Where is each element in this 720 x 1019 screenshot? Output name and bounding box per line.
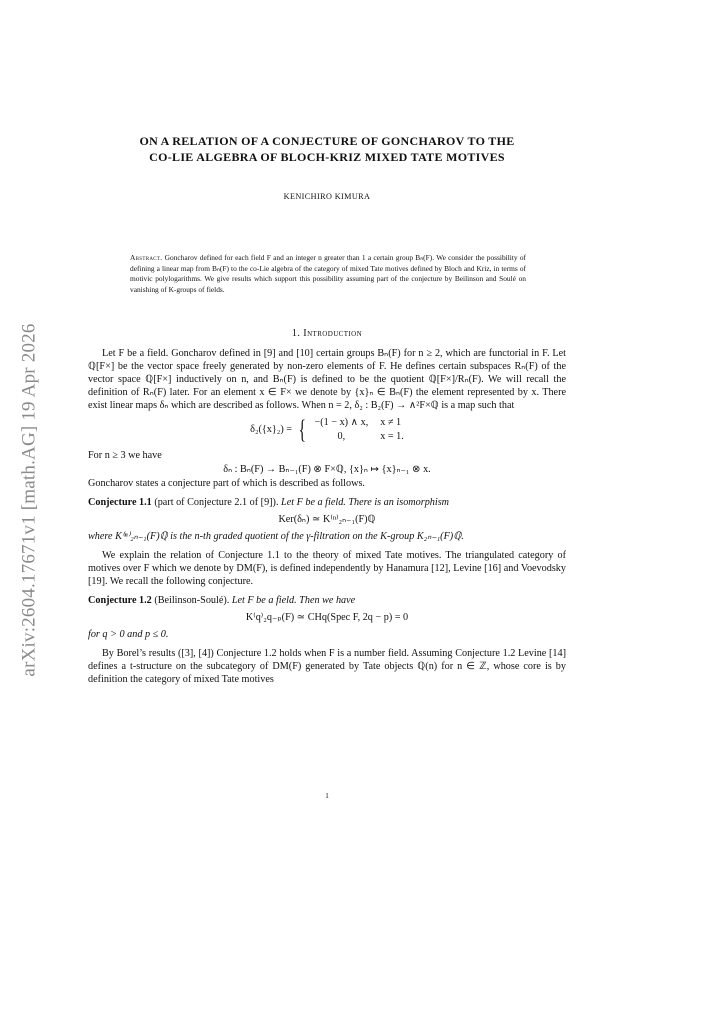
conjecture-1-2-head: Conjecture 1.2	[88, 595, 152, 606]
paragraph-conjecture-intro: Goncharov states a conjecture part of which is described as follows.	[88, 478, 365, 489]
paragraph-mixed-tate: We explain the relation of Conjecture 1.1 to the theory of mixed Tate motives. The triangulated category of motives over F which we denote by DM(F), is defined independently by Hanamura [12], Levine [16] and Voevodsky [19]. We recall the following conjecture.	[88, 550, 566, 587]
vanishing-equation: K⁽q⁾₂q₋ₚ(F) ≃ CHq(Spec F, 2q − p) = 0	[245, 612, 409, 623]
abstract	[130, 253, 526, 295]
case2-value: 0,	[337, 431, 346, 442]
case1-cond: x ≠ 1	[380, 417, 402, 428]
title-line-2: CO-LIE ALGEBRA OF BLOCH-KRIZ MIXED TATE MOTIVES	[149, 150, 505, 164]
delta2-cases	[315, 416, 404, 443]
conjecture-1-2-attribution: (Beilinson-Soulé).	[154, 595, 230, 606]
conjecture-1-1	[88, 496, 566, 509]
section-heading: 1. Introduction	[291, 328, 363, 339]
conjecture-1-1-followup: where K⁽ⁿ⁾₂ₙ₋₁(F)ℚ is the n-th graded quotient of the γ-filtration on the K-group K₂ₙ₋₁(F)ℚ.	[88, 531, 464, 542]
conjecture-1-2	[88, 594, 566, 607]
paper-body	[88, 327, 566, 686]
paragraph-n3: For n ≥ 3 we have	[88, 450, 162, 461]
arxiv-identifier: arXiv:2604.17671v1 [math.AG] 19 Apr 2026	[19, 323, 41, 677]
paper-title	[88, 133, 566, 165]
conjecture-1-1-attribution: (part of Conjecture 2.1 of [9]).	[154, 497, 279, 508]
cases-brace: {	[298, 414, 307, 444]
delta2-lhs: δ₂({x}₂) =	[250, 424, 293, 435]
conjecture-1-1-statement: Let F be a field. There is an isomorphism	[281, 497, 450, 508]
paragraph-borel: By Borel’s results ([3], [4]) Conjecture 1.2 holds when F is a number field. Assuming Conjecture 1.2 Levine [14] defines a t-structure on the subcategory of DM(F) generated by Tate objects ℚ(n) for n ∈ ℤ, whose core is by definition the category of mixed Tate motives	[88, 648, 566, 685]
title-line-1: ON A RELATION OF A CONJECTURE OF GONCHAROV TO THE	[139, 134, 515, 148]
conjecture-1-2-statement: Let F be a field. Then we have	[231, 595, 356, 606]
page-number: 1	[325, 791, 329, 800]
deltan-equation: δₙ : Bₙ(F) → Bₙ₋₁(F) ⊗ F×ℚ, {x}ₙ ↦ {x}ₙ₋₁ ⊗ x.	[223, 464, 431, 475]
arxiv-stamp	[10, 310, 50, 690]
abstract-label: Abstract.	[130, 253, 163, 262]
paragraph-intro: Let F be a field. Goncharov defined in [9] and [10] certain groups Bₙ(F) for n ≥ 2, which are functorial in F. Let ℚ[F×] be the vector space freely generated by non-zero elements of F. He defines certain subspaces Rₙ(F) of the vector space ℚ[F×] inductively on n, and Bₙ(F) is defined to be the quotient ℚ[F×]/Rₙ(F). We will recall the definition of Rₙ(F) later. For an element x ∈ F× we denote by {x}ₙ ∈ Bₙ(F) the element represented by x. There exist linear maps δₙ which are described as follows. When n = 2, δ₂ : B₂(F) → ∧²F×ℚ is a map such that	[88, 348, 566, 411]
case1-value: −(1 − x) ∧ x,	[314, 417, 369, 428]
conjecture-1-2-followup: for q > 0 and p ≤ 0.	[88, 629, 169, 640]
ker-equation: Ker(δₙ) ≃ K⁽ⁿ⁾₂ₙ₋₁(F)ℚ	[278, 514, 376, 525]
author-name: KENICHIRO KIMURA	[283, 192, 371, 201]
case2-cond: x = 1.	[380, 431, 404, 442]
conjecture-1-1-head: Conjecture 1.1	[88, 497, 152, 508]
abstract-text: Goncharov defined for each field F and an integer n greater than 1 a certain group Bₙ(F). We consider the possibility of defining a linear map from Bₙ(F) to the co-Lie algebra of the category of mixed Tate motives defined by Bloch and Kriz, in terms of motivic polylogarithms. We give results which support this possibility assuming part of the conjecture by Beilinson and Soulé on vanishing of K-groups of fields.	[130, 253, 526, 294]
delta2-equation	[88, 416, 566, 443]
